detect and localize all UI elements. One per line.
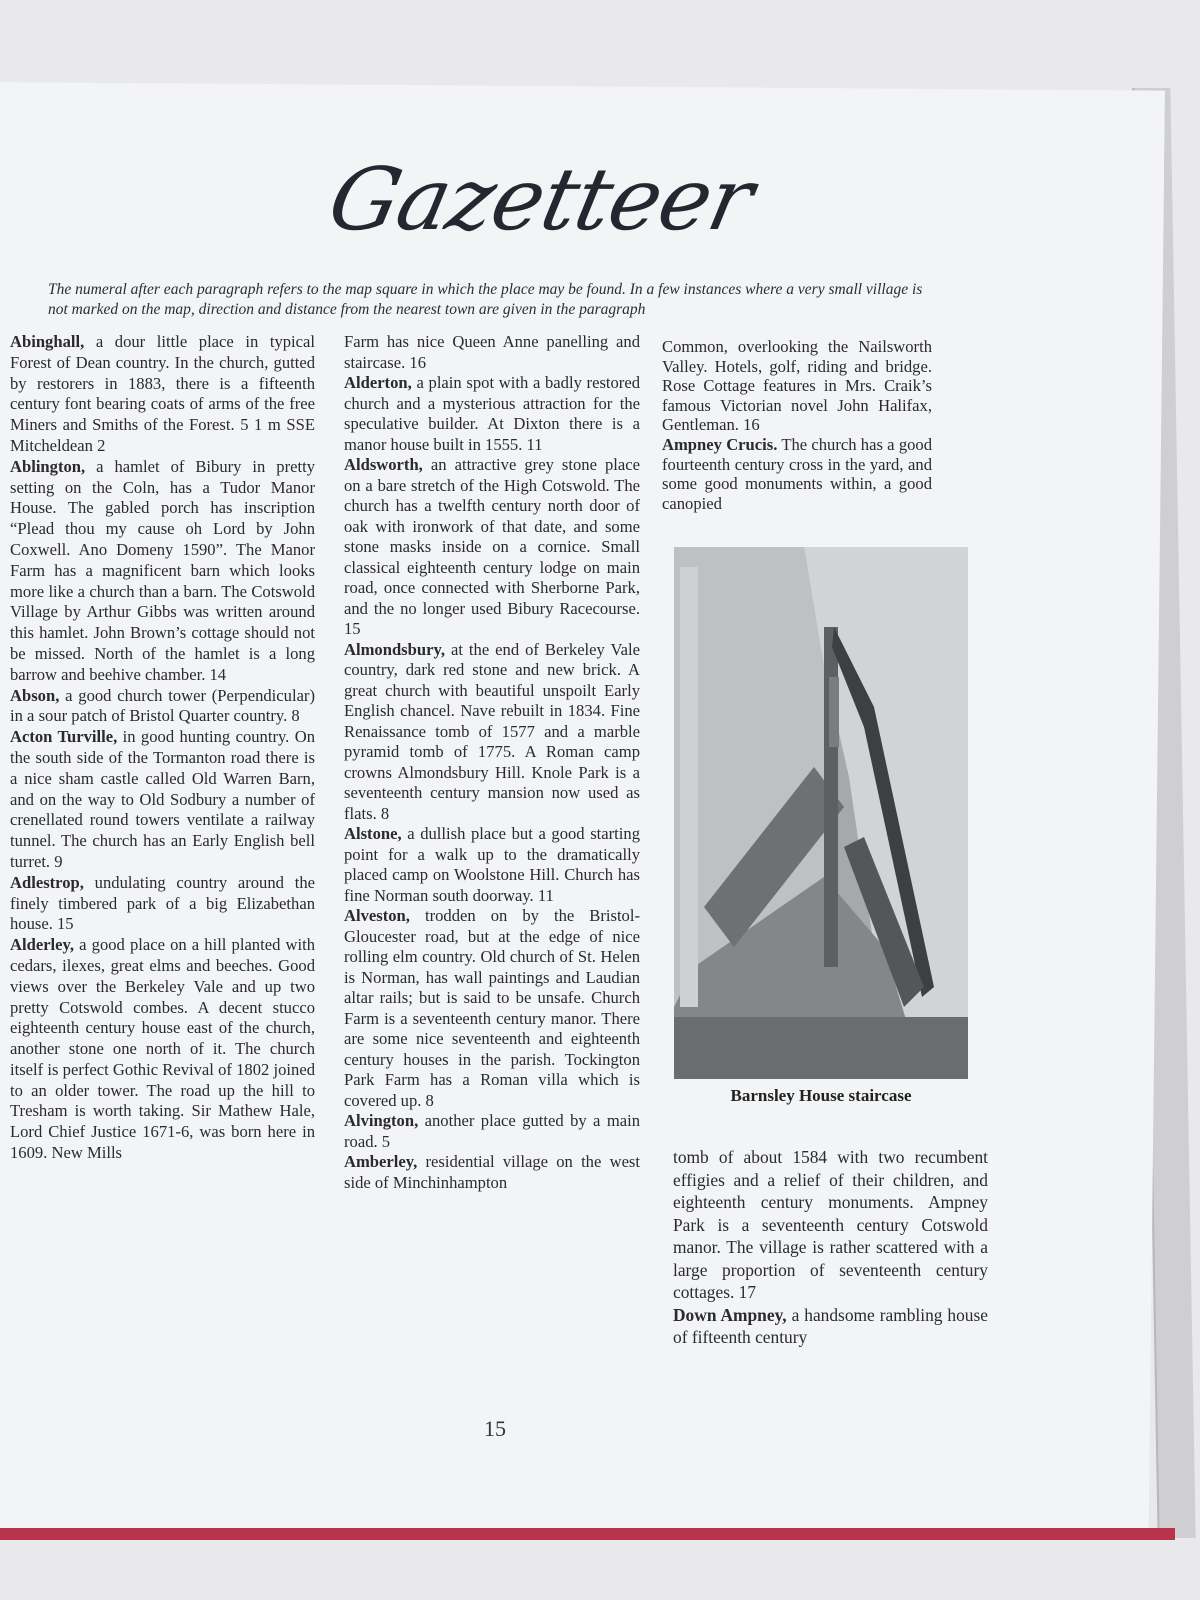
entry-description: a dour little place in typical Forest of Dean country. In the church, gutted by restorers in 1883, there is a fifteenth century font bearing coats of arms of the free Miners and Smiths of the Forest. 5 1 m SSE Mitcheldean 2 [10,332,315,455]
entry-description: another place gutted by a main road. 5 [344,1111,640,1151]
entry-place-name: Ablington, [10,456,86,476]
photo-caption: Barnsley House staircase [730,1086,912,1105]
entry-description: undulating country around the finely timbered park of a big Elizabethan house. 15 [10,872,315,934]
entry-place-name: Alveston, [344,906,410,925]
entry-place-name: Ampney Crucis. [662,434,778,454]
gazetteer-column-2 [344,332,640,1193]
entry-description: trodden on by the Bristol-Gloucester road, but at the edge of nice rolling elm country. Old church of St. Helen is Norman, has wall paintings and Laudian altar rails; but is said to be unsafe. Church Farm is a seventeenth century manor. There are some nice seventeenth and eighteenth century houses in the parish. Tockington Park Farm has a Roman villa which is covered up. 8 [344,906,640,1110]
gazetteer-entry [10,727,315,873]
page-title: Gazetteer [320,150,761,250]
gazetteer-entry [10,332,315,457]
book-binding-edge [0,1528,1175,1540]
gazetteer-entry [344,332,640,373]
entry-place-name: Abson, [10,685,60,705]
entry-description: a good place on a hill planted with cedars, ilexes, great elms and beeches. Good views over the Berkeley Vale and up two pretty Cotswold combes. A decent stucco eighteenth century house east of the church, another stone one north of it. The church itself is perfect Gothic Revival of 1802 joined to an older tower. The road up the hill to Tresham is worth taking. Sir Mathew Hale, Lord Chief Justice 1671-6, was born here in 1609. New Mills [10,935,315,1163]
gazetteer-column-3 [662,337,932,513]
entry-description: a hamlet of Bibury in pretty setting on the Coln, has a Tudor Manor House. The gabled porch has inscription “Plead thou my cause oh Lord by John Coxwell. Ano Domeny 1590”. The Manor Farm has a magnificent barn which looks more like a church than a barn. The Cotswold Village by Arthur Gibbs was written around this hamlet. John Brown’s cottage should not be missed. North of the hamlet is a long barrow and beehive chamber. 14 [10,456,315,684]
entry-place-name: Alderton, [344,373,412,392]
entry-description: The church has a good fourteenth century cross in the yard, and some good monuments within, a good canopied [662,434,933,513]
gazetteer-column-3-lower [673,1146,988,1349]
gazetteer-entry [344,824,640,906]
entry-place-name: Down Ampney, [673,1304,787,1325]
gazetteer-entry [10,686,315,728]
gazetteer-entry [10,457,315,686]
entry-place-name: Alstone, [344,824,402,843]
entry-place-name: Aldsworth, [344,455,423,474]
intro-note: The numeral after each paragraph refers to the map square in which the place may be found. In a few instances where a very small village is not marked on the map, direction and distance from the nearest town are given in the paragraph [48,281,923,318]
gazetteer-entry [10,935,315,1164]
entry-description: a plain spot with a badly restored church and a mysterious attraction for the speculative builder. At Dixton there is a manor house built in 1555. 11 [344,373,640,454]
gazetteer-entry [673,1304,988,1349]
entry-place-name: Alderley, [10,935,75,955]
entry-place-name: Alvington, [344,1111,419,1130]
gazetteer-entry [344,1152,640,1193]
gazetteer-entry [344,640,640,825]
entry-description: Common, overlooking the Nailsworth Valley. Hotels, golf, riding and bridge. Rose Cottage features in Mrs. Craik’s famous Victorian novel John Halifax, Gentleman. 16 [662,337,932,435]
entry-description: in good hunting country. On the south side of the Tormanton road there is a nice sham castle called Old Warren Barn, and on the way to Old Sodbury a number of crenellated round towers ventilate a railway tunnel. The church has an Early English bell turret. 9 [10,727,315,871]
entry-place-name: Acton Turville, [10,727,118,747]
gazetteer-entry [344,373,640,455]
entry-description: a dullish place but a good starting point for a walk up to the dramatically placed camp on Woolstone Hill. Church has fine Norman south doorway. 11 [344,824,640,905]
entry-place-name: Amberley, [344,1152,418,1171]
entry-place-name: Adlestrop, [10,872,84,892]
gazetteer-entry [673,1146,988,1304]
entry-description: at the end of Berkeley Vale country, dark red stone and new brick. A great church with beautiful unspoilt Early English chancel. Nave rebuilt in 1834. Fine Renaissance tomb of 1577 and a marble pyramid tomb of 1775. A Roman camp crowns Almondsbury Hill. Knole Park is a seventeenth century mansion now used as flats. 8 [344,639,640,823]
entry-description: an attractive grey stone place on a bare stretch of the High Cotswold. The church has a twelfth century north door of oak with ironwork of that date, and some stone masks inside on a cornice. Small classical eighteenth century lodge on main road, once connected with Sherborne Park, and the no longer used Bibury Racecourse. 15 [344,455,640,638]
entry-place-name: Almondsbury, [344,639,445,659]
gazetteer-column-1 [10,332,315,1164]
page-number: 15 [484,1416,506,1441]
gazetteer-entry [662,435,932,513]
entry-description: a good church tower (Perpendicular) in a sour patch of Bristol Quarter country. 8 [10,685,315,726]
entry-description: a handsome rambling house of fifteenth century [673,1304,988,1347]
gazetteer-entry [10,873,315,935]
entry-description: tomb of about 1584 with two recumbent effigies and a relief of their children, and eighteenth century monuments. Ampney Park is a seventeenth century Cotswold manor. The village is rather scattered with a large proportion of seventeenth century cottages. 17 [673,1147,988,1302]
entry-place-name: Abinghall, [10,332,85,351]
gazetteer-entry [344,455,640,640]
entry-description: Farm has nice Queen Anne panelling and staircase. 16 [344,332,640,372]
staircase-photo [674,547,968,1079]
gazetteer-entry [344,1111,640,1152]
gazetteer-entry [662,337,932,435]
gazetteer-entry [344,906,640,1111]
entry-description: residential village on the west side of Minchinhampton [344,1152,640,1192]
